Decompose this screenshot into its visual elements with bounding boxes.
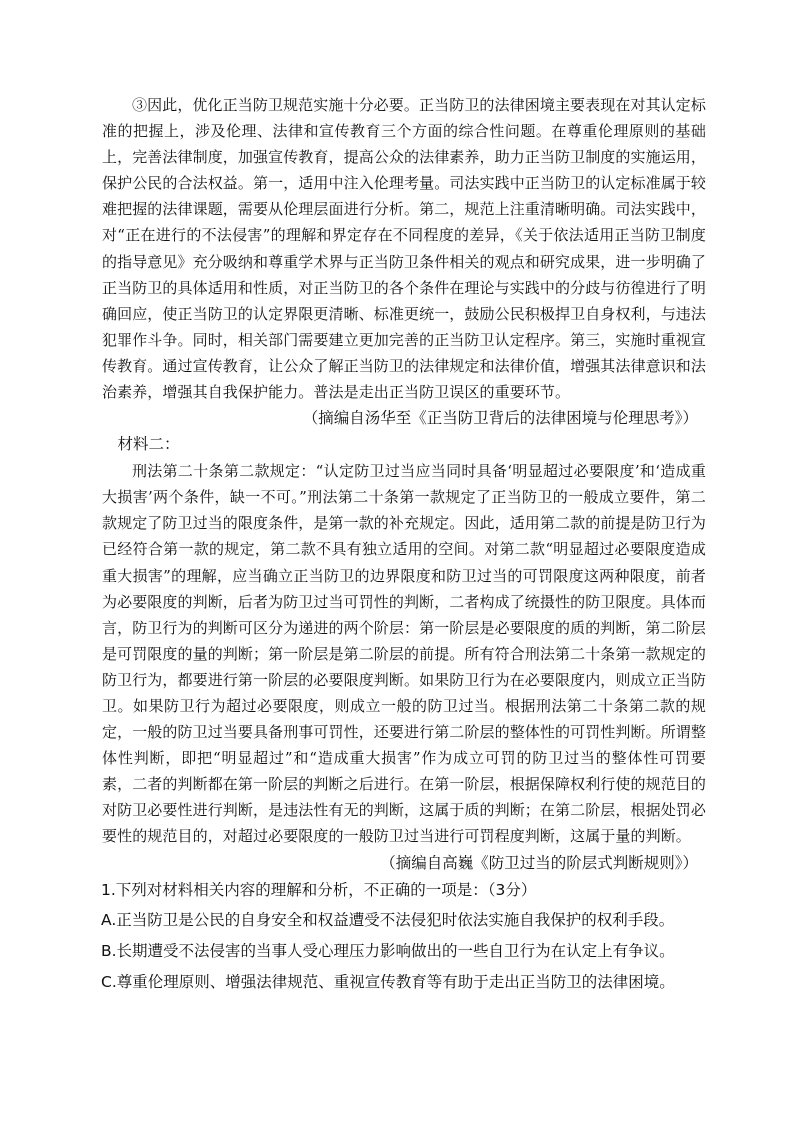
material-two-label: 材料二： bbox=[117, 435, 180, 454]
material-one-source: （摘编自汤华至《正当防卫背后的法律困境与伦理思考》） bbox=[302, 409, 698, 428]
question-1-option-a: A.正当防卫是公民的自身安全和权益遭受不法侵犯时依法实施自我保护的权利手段。 bbox=[101, 910, 675, 929]
material-two-source: （摘编自高巍《防卫过当的阶层式判断规则》） bbox=[380, 853, 698, 872]
question-1-stem: 1.下列对材料相关内容的理解和分析，不正确的一项是：（3分） bbox=[101, 880, 537, 899]
question-1-option-c: C.尊重伦理原则、增强法律规范、重视宣传教育等有助于走出正当防卫的法律困境。 bbox=[101, 972, 675, 991]
document-page bbox=[102, 92, 706, 998]
material-one-paragraph-3: ③因此，优化正当防卫规范实施十分必要。正当防卫的法律困境主要表现在对其认定标准的把握上，涉及伦理、法律和宣传教育三个方面的综合性问题。在尊重伦理原则的基础上，完善法律制度，加强宣传教育，提高公众的法律素养，助力正当防卫制度的实施运用，保护公民的合法权益。第一，适用中注入伦理考量。司法实践中正当防卫的认定标准属于较难把握的法律课题，需要从伦理层面进行分析。第二，规范上注重清晰明确。司法实践中，对“正在进行的不法侵害”的理解和界定存在不同程度的差异，《关于依法适用正当防卫制度的指导意见》充分吸纳和尊重学术界与正当防卫条件相关的观点和研究成果，进一步明确了正当防卫的具体适用和性质，对正当防卫的各个条件在理论与实践中的分歧与彷徨进行了明确回应，使正当防卫的认定界限更清晰、标准更统一，鼓励公民积极捍卫自身权利，与违法犯罪作斗争。同时，相关部门需要建立更加完善的正当防卫认定程序。第三，实施时重视宣传教育。通过宣传教育，让公众了解正当防卫的法律规定和法律价值，增强其法律意识和法治素养，增强其自我保护能力。普法是走出正当防卫误区的重要环节。 bbox=[102, 96, 707, 402]
material-two-paragraph: 刑法第二十条第二款规定：“认定防卫过当应当同时具备‘明显超过必要限度’和‘造成重大损害’两个条件，缺一不可。”刑法第二十条第一款规定了正当防卫的一般成立要件，第二款规定了防卫过当的限度条件，是第一款的补充规定。因此，适用第二款的前提是防卫行为已经符合第一款的规定，第二款不具有独立适用的空间。对第二款“明显超过必要限度造成重大损害”的理解，应当确立正当防卫的边界限度和防卫过当的可罚限度这两种限度，前者为必要限度的判断，后者为防卫过当可罚性的判断，二者构成了统摄性的防卫限度。具体而言，防卫行为的判断可区分为递进的两个阶层：第一阶层是必要限度的质的判断，第二阶层是可罚限度的量的判断；第一阶层是第二阶层的前提。所有符合刑法第二十条第一款规定的防卫行为，都要进行第一阶层的必要限度判断。如果防卫行为在必要限度内，则成立正当防卫。如果防卫行为超过必要限度，则成立一般的防卫过当。根据刑法第二十条第二款的规定，一般的防卫过当要具备刑事可罚性，还要进行第二阶层的整体性的可罚性判断。所谓整体性判断，即把“明显超过”和“造成重大损害”作为成立可罚的防卫过当的整体性可罚要素，二者的判断都在第一阶层的判断之后进行。在第一阶层，根据保障权利行使的规范目的对防卫必要性进行判断，是违法性有无的判断，这属于质的判断；在第二阶层，根据处罚必要性的规范目的，对超过必要限度的一般防卫过当进行可罚程度判断，这属于量的判断。 bbox=[102, 462, 707, 846]
question-1-option-b: B.长期遭受不法侵害的当事人受心理压力影响做出的一些自卫行为在认定上有争议。 bbox=[101, 941, 675, 960]
